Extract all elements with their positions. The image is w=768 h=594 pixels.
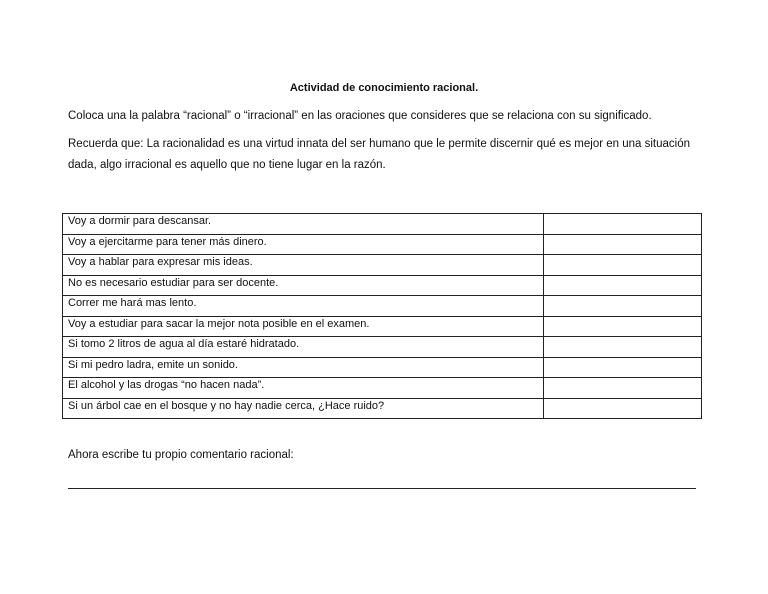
table-row bbox=[63, 398, 702, 419]
statement-cell: El alcohol y las drogas “no hacen nada”. bbox=[63, 378, 544, 399]
statement-cell: Si tomo 2 litros de agua al día estaré hidratado. bbox=[63, 337, 544, 358]
answer-cell[interactable] bbox=[544, 255, 702, 276]
answer-cell[interactable] bbox=[544, 357, 702, 378]
answer-cell[interactable] bbox=[544, 214, 702, 235]
statement-cell: Si mi pedro ladra, emite un sonido. bbox=[63, 357, 544, 378]
page-title: Actividad de conocimiento racional. bbox=[289, 82, 479, 94]
answer-cell[interactable] bbox=[544, 337, 702, 358]
statement-cell: Correr me hará mas lento. bbox=[63, 296, 544, 317]
reminder-text: Recuerda que: La racionalidad es una virtud innata del ser humano que le permite discernir qué es mejor en una situación dada, algo irracional es aquello que no tiene lugar en la razón. bbox=[68, 138, 691, 171]
comment-answer-line[interactable] bbox=[68, 488, 696, 489]
table-row bbox=[63, 337, 702, 358]
statement-cell: No es necesario estudiar para ser docente. bbox=[63, 275, 544, 296]
table-row bbox=[63, 357, 702, 378]
table-row bbox=[63, 378, 702, 399]
answer-cell[interactable] bbox=[544, 398, 702, 419]
statement-cell: Voy a ejercitarme para tener más dinero. bbox=[63, 234, 544, 255]
table-row bbox=[63, 234, 702, 255]
answer-cell[interactable] bbox=[544, 316, 702, 337]
table-row bbox=[63, 255, 702, 276]
statement-cell: Voy a hablar para expresar mis ideas. bbox=[63, 255, 544, 276]
closing-prompt: Ahora escribe tu propio comentario racional: bbox=[68, 449, 294, 461]
answer-cell[interactable] bbox=[544, 378, 702, 399]
instruction-text: Coloca una la palabra “racional” o “irracional” en las oraciones que consideres que se relaciona con su significado. bbox=[68, 110, 652, 122]
table-row bbox=[63, 275, 702, 296]
statements-table bbox=[62, 213, 702, 419]
statement-cell: Voy a dormir para descansar. bbox=[63, 214, 544, 235]
answer-cell[interactable] bbox=[544, 296, 702, 317]
answer-cell[interactable] bbox=[544, 234, 702, 255]
table-row bbox=[63, 316, 702, 337]
statement-cell: Voy a estudiar para sacar la mejor nota posible en el examen. bbox=[63, 316, 544, 337]
statement-cell: Si un árbol cae en el bosque y no hay nadie cerca, ¿Hace ruido? bbox=[63, 398, 544, 419]
table-row bbox=[63, 296, 702, 317]
table-row bbox=[63, 214, 702, 235]
answer-cell[interactable] bbox=[544, 275, 702, 296]
